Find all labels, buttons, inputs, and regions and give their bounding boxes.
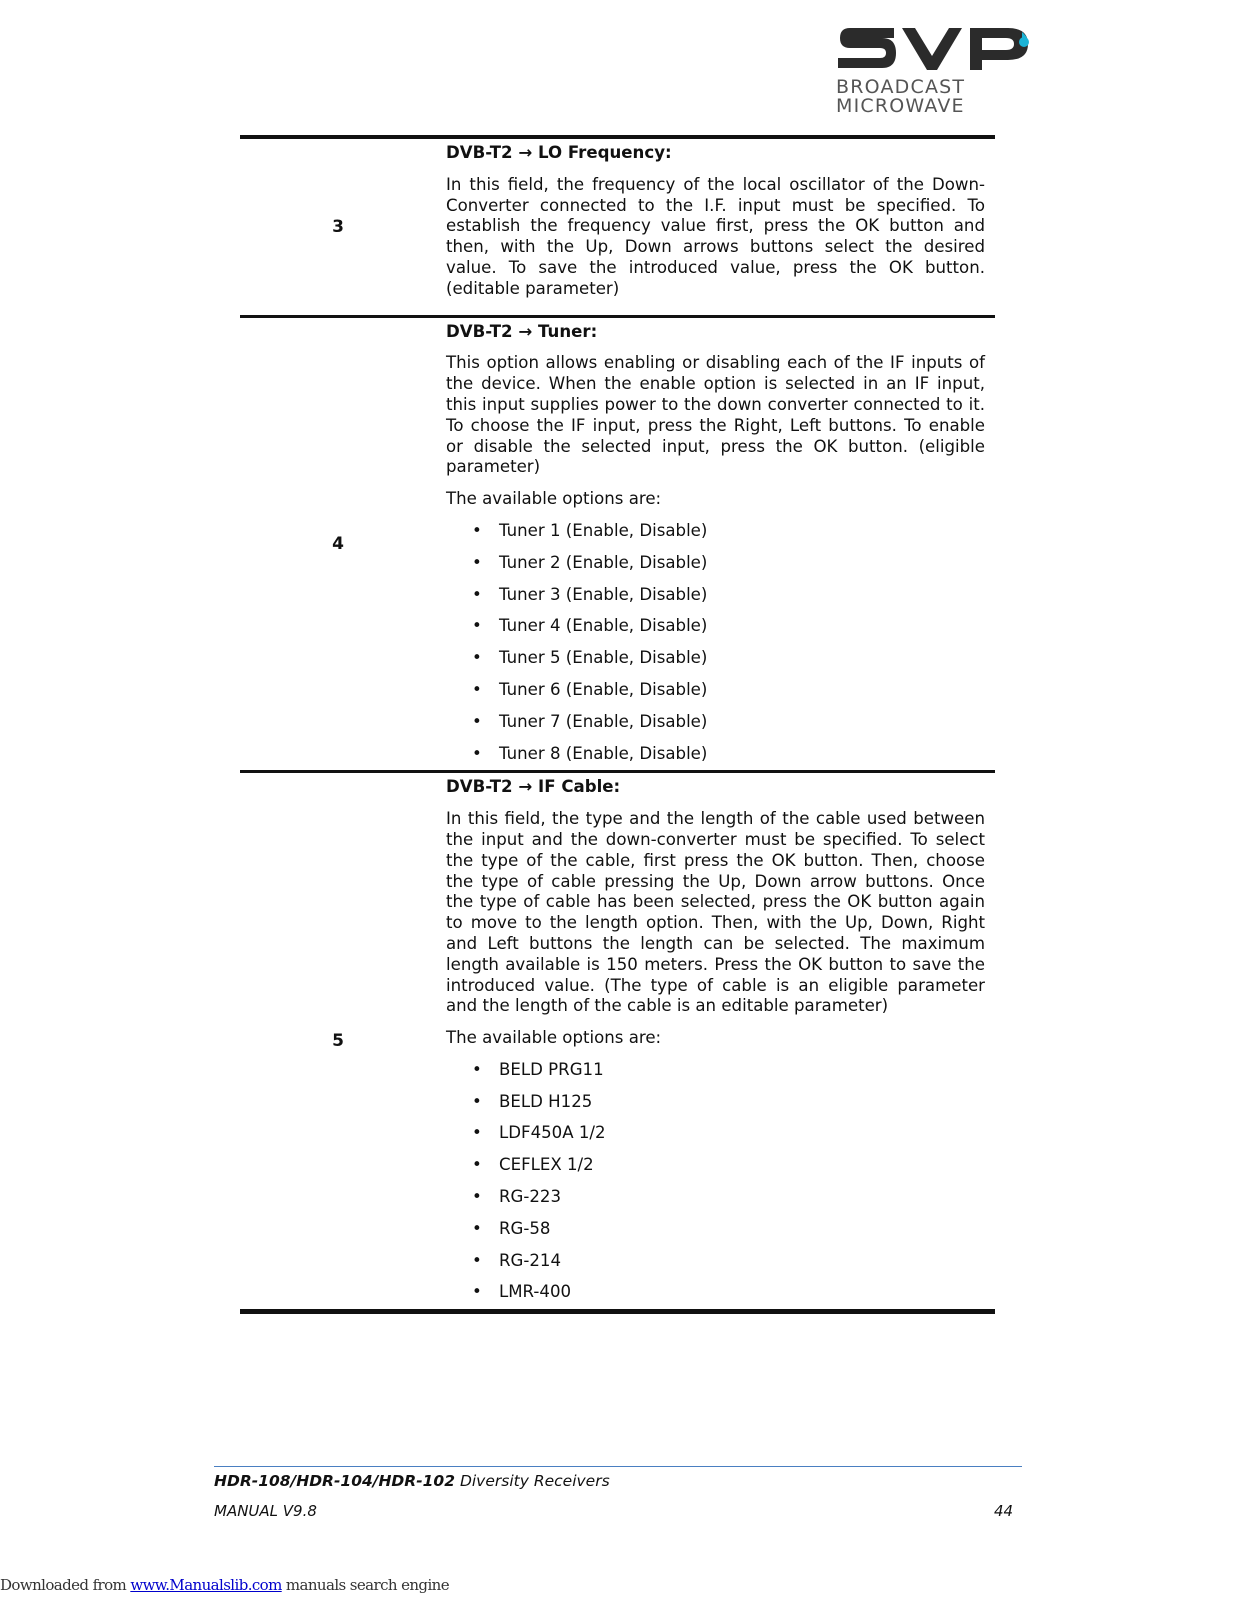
bullet-icon: • [472,648,482,668]
row-title: DVB-T2 → Tuner: [446,321,598,341]
footer-product [214,1472,610,1490]
list-item: • Tuner 5 (Enable, Disable) [472,648,708,668]
table-row-4 [240,315,995,771]
list-item: • RG-223 [472,1187,562,1207]
list-item: • RG-214 [472,1250,562,1270]
svp-logo [836,22,1036,118]
options-list [446,1060,985,1303]
list-item: • Tuner 1 (Enable, Disable) [472,520,708,540]
logo-line-broadcast: BROADCAST [836,76,966,98]
row-paragraph: In this field, the frequency of the local oscillator of the Down-Converter connected to the I.F. input must be specified. To establish the frequency value first, press the OK button and then, with the Up, Down arrows buttons select the desired value. To save the introduced value, press the OK button. (editable parameter) [446,174,985,298]
bullet-icon: • [472,743,482,763]
options-intro: The available options are: [446,1028,662,1048]
watermark-prefix: Downloaded from [0,1576,131,1594]
footer-product-description: Diversity Receivers [455,1472,610,1490]
table-row-3 [240,135,995,315]
parameter-table [240,135,995,1314]
table-row-5 [240,770,995,1314]
options-list [446,521,985,764]
options-intro: The available options are: [446,489,662,509]
list-item: • Tuner 2 (Enable, Disable) [472,552,708,572]
row-number: 5 [332,1031,344,1052]
footer-manual-version: MANUAL V9.8 [214,1502,317,1520]
row-paragraph: In this field, the type and the length of the cable used between the input and the down-converter must be specified. To select the type of the cable, first press the OK button. Then, choose the type of cable pressing the Up, Down arrow buttons. Once the type of cable has been selected, press the OK button again to move to the length option. Then, with the Up, Down, Right and Left buttons the length can be selected. The maximum length available is 150 meters. Press the OK button to save the introduced value. (The type of cable is an eligible parameter and the length of the cable is an editable parameter) [446,809,985,1016]
bullet-icon: • [472,1187,482,1207]
bullet-icon: • [472,1218,482,1238]
bullet-icon: • [472,1123,482,1143]
bullet-icon: • [472,1155,482,1175]
row-content [436,773,995,1309]
page-number: 44 [994,1502,1014,1520]
bullet-icon: • [472,1091,482,1111]
list-item: • Tuner 3 (Enable, Disable) [472,584,708,604]
bullet-icon: • [472,711,482,731]
svp-wordmark-graphic [836,22,1036,78]
list-item: • CEFLEX 1/2 [472,1155,594,1175]
bullet-icon: • [472,679,482,699]
footer-divider [214,1466,1022,1467]
bullet-icon: • [472,1250,482,1270]
bullet-icon: • [472,1282,482,1302]
list-item: • Tuner 7 (Enable, Disable) [472,711,708,731]
bullet-icon: • [472,1059,482,1079]
list-item: • BELD PRG11 [472,1059,604,1079]
row-content [436,139,995,315]
list-item: • BELD H125 [472,1091,593,1111]
row-number: 3 [332,216,344,237]
bullet-icon: • [472,616,482,636]
bullet-icon: • [472,584,482,604]
bullet-icon: • [472,520,482,540]
row-content [436,318,995,771]
footer-product-models: HDR-108/HDR-104/HDR-102 [214,1472,456,1490]
row-title: DVB-T2 → IF Cable: [446,777,621,797]
list-item: • Tuner 8 (Enable, Disable) [472,743,708,763]
download-watermark [0,1576,449,1594]
watermark-suffix: manuals search engine [281,1576,449,1594]
row-title: DVB-T2 → LO Frequency: [446,143,672,162]
list-item: • RG-58 [472,1218,551,1238]
row-paragraph: This option allows enabling or disabling each of the IF inputs of the device. When the enable option is selected in an IF input, this input supplies power to the down converter connected to it. To choose the IF input, press the Right, Left buttons. To enable or disable the selected input, press the OK button. (eligible parameter) [446,353,985,477]
row-number: 4 [332,533,344,554]
logo-line-microwave: MICROWAVE [836,95,965,117]
list-item: • LDF450A 1/2 [472,1123,606,1143]
list-item: • Tuner 6 (Enable, Disable) [472,679,708,699]
manualslib-link[interactable]: www.Manualslib.com [130,1576,282,1594]
bullet-icon: • [472,552,482,572]
list-item: • Tuner 4 (Enable, Disable) [472,616,708,636]
list-item: • LMR-400 [472,1282,572,1302]
